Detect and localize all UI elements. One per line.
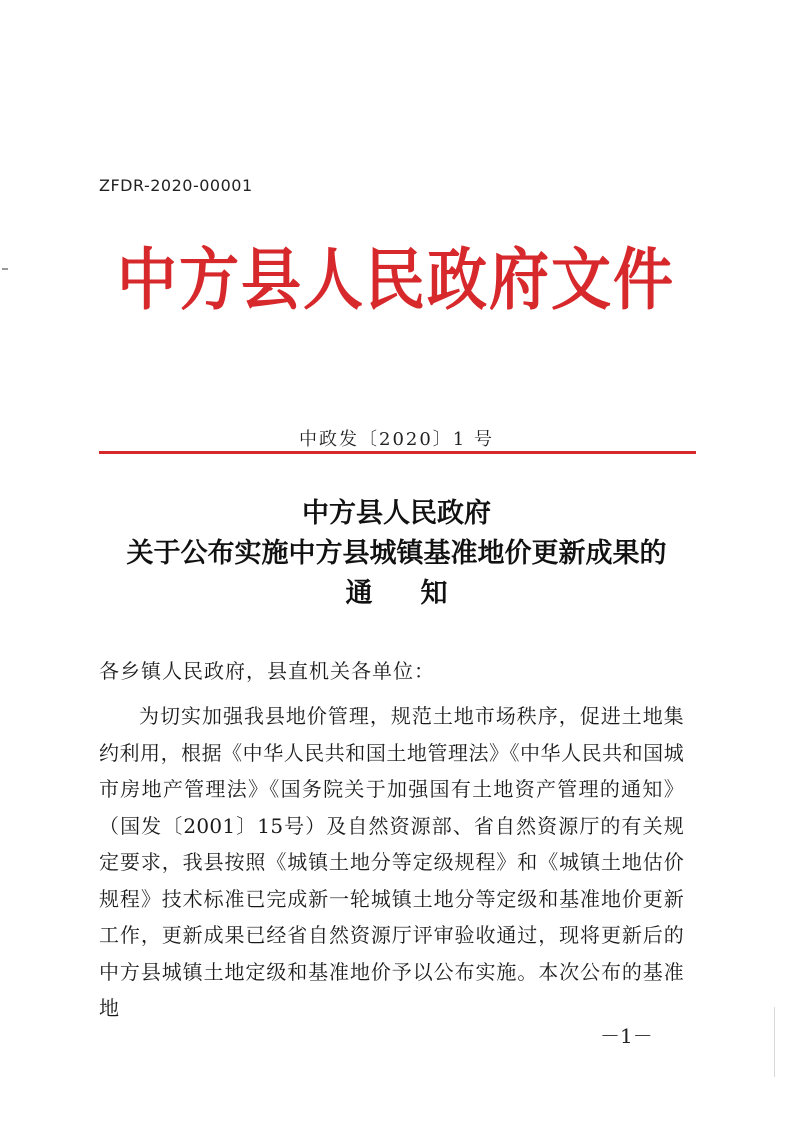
red-divider	[99, 451, 696, 454]
page-number: －1－	[600, 1024, 653, 1048]
notice-title-line-2: 关于公布实施中方县城镇基准地价更新成果的	[126, 538, 667, 569]
salutation: 各乡镇人民政府，县直机关各单位：	[99, 659, 435, 683]
issuer-title: 中方县人民政府文件	[117, 241, 675, 320]
document-number: 中政发〔2020〕1 号	[299, 429, 494, 450]
notice-title-line-3: 通知	[345, 578, 496, 609]
scan-artifact	[2, 268, 8, 270]
notice-title-line-1: 中方县人民政府	[302, 498, 491, 529]
notice-title	[0, 494, 793, 614]
scan-edge	[774, 1007, 775, 1077]
body-paragraph: 为切实加强我县地价管理，规范土地市场秩序，促进土地集约利用，根据《中华人民共和国土地管理法》《中华人民共和国城市房地产管理法》《国务院关于加强国有土地资产管理的通知》（国发〔2001〕15号）及自然资源部、省自然资源厅的有关规定要求，我县按照《城镇土地分等定级规程》和《城镇土地估价规程》技术标准已完成新一轮城镇土地分等定级和基准地价更新工作，更新成果已经省自然资源厅评审验收通过，现将更新后的中方县城镇土地定级和基准地价予以公布实施。本次公布的基准地	[99, 704, 684, 1020]
document-code: ZFDR-2020-00001	[99, 176, 253, 195]
